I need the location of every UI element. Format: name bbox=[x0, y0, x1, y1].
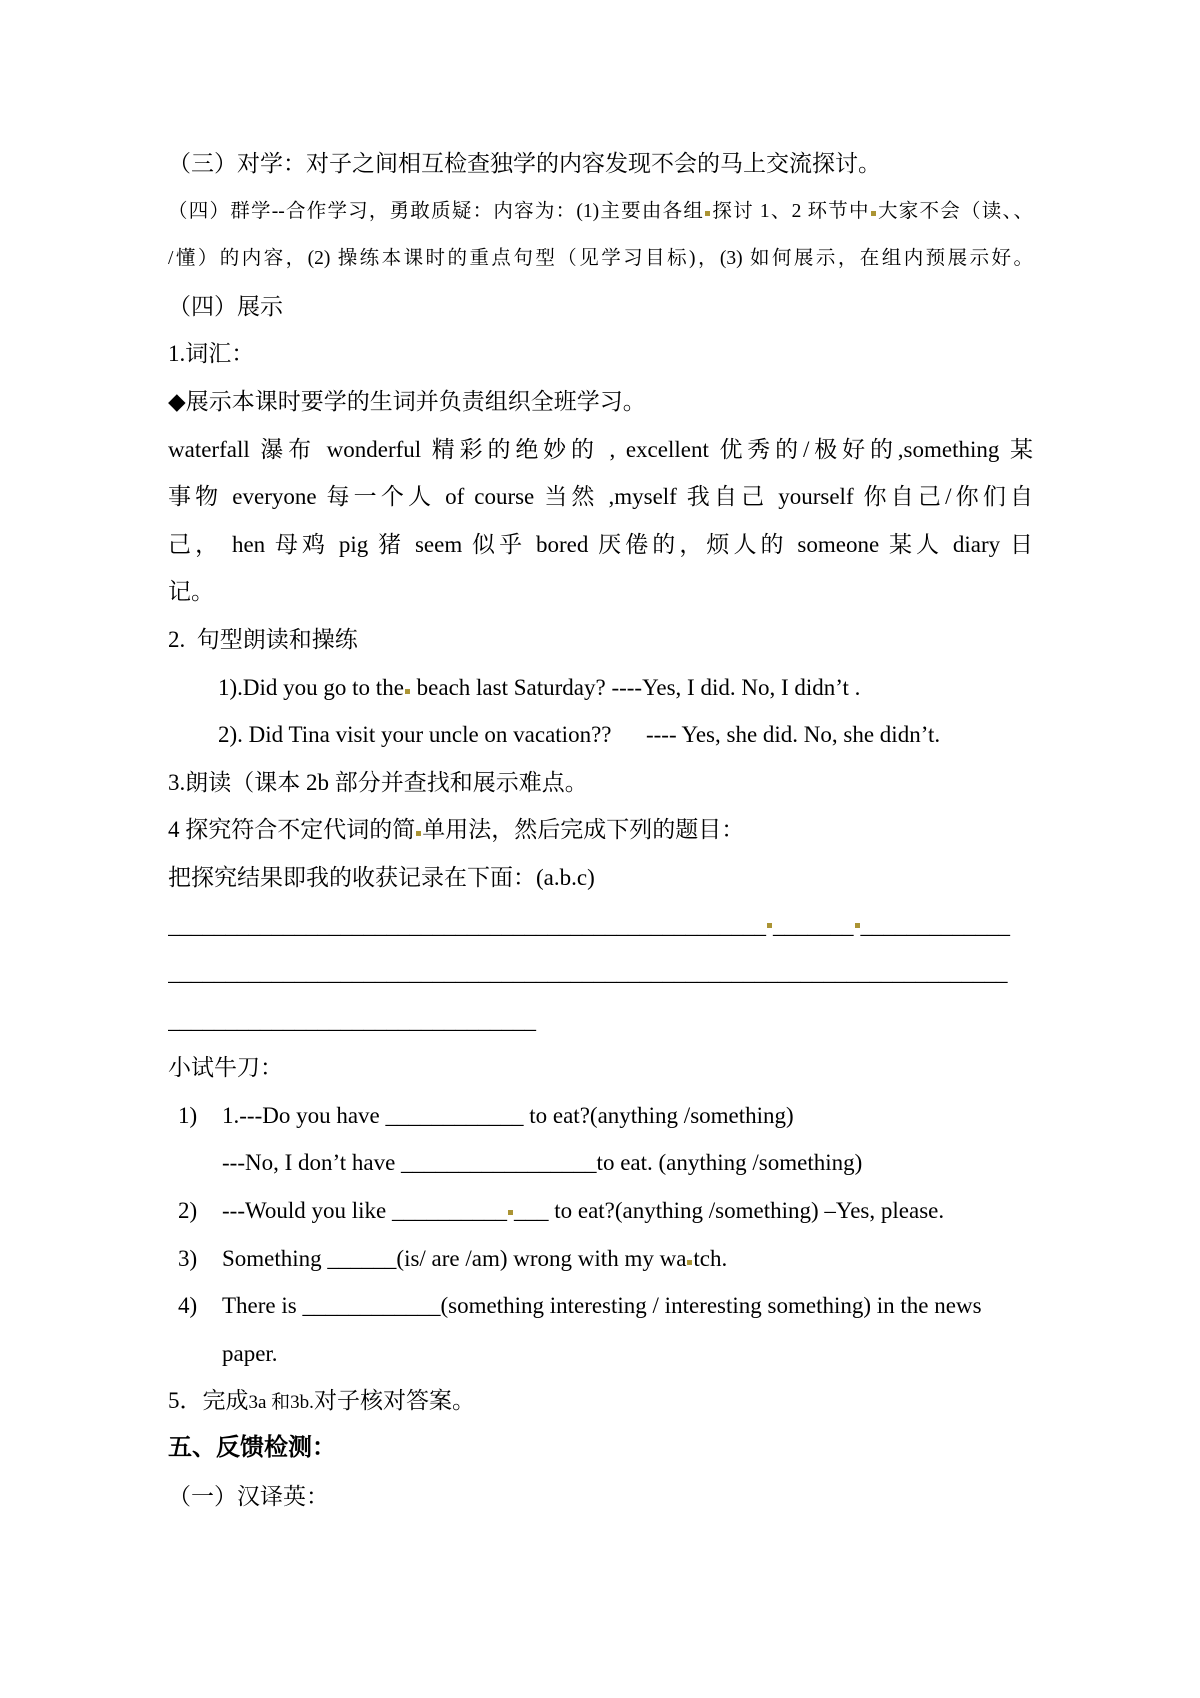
sentence-1-b: beach last Saturday? ----Yes, I did. No, I didn’t . bbox=[410, 674, 861, 700]
vocab-line-1 bbox=[168, 426, 1033, 474]
item-3-text-a: Something ______(is/ are /am) wrong with my wa bbox=[222, 1245, 687, 1271]
record-text: 把探究结果即我的收获记录在下面：(a.b.c) bbox=[168, 864, 595, 890]
pattern-sentence-1 bbox=[168, 664, 1033, 712]
vocab-line-4-text: 记。 bbox=[168, 579, 214, 605]
practice-item-4 bbox=[168, 1282, 1033, 1330]
blank-1-seg-a: ____________________________________________________ bbox=[168, 912, 766, 938]
reading-text: 3.朗读（课本 2b 部分并查找和展示难点。 bbox=[168, 769, 588, 795]
practice-check bbox=[168, 1377, 1033, 1425]
blank-line-1 bbox=[168, 902, 1033, 950]
item-1-text: 1.---Do you have ____________ to eat?(anything /something) bbox=[222, 1102, 794, 1128]
vocab-line-4 bbox=[168, 568, 1033, 616]
blank-2-text: _________________________________________________________________________ bbox=[168, 960, 1008, 986]
practice-item-1 bbox=[168, 1092, 1033, 1140]
practice-heading bbox=[168, 1044, 1033, 1092]
check-text-a: 5．完成 bbox=[168, 1388, 249, 1414]
vocab-note-text: ◆展示本课时要学的生词并负责组织全班学习。 bbox=[168, 388, 646, 414]
gold-speck-icon bbox=[705, 211, 710, 216]
feedback-heading-text: 五、反馈检测： bbox=[168, 1435, 336, 1462]
practice-item-3 bbox=[168, 1235, 1033, 1283]
gold-speck-icon bbox=[416, 831, 421, 836]
gold-speck-icon bbox=[855, 923, 860, 928]
item-4-number: 4) bbox=[178, 1293, 198, 1319]
vocab-heading-text: 1.词汇： bbox=[168, 341, 255, 367]
feedback-heading bbox=[168, 1425, 1033, 1473]
item-4-cont-text: paper. bbox=[222, 1340, 278, 1366]
item-1-answer-text: ---No, I don’t have _________________to eat. (anything /something) bbox=[222, 1150, 863, 1176]
para-duixue bbox=[168, 140, 1033, 188]
para-reading bbox=[168, 759, 1033, 807]
sentence-2-text: 2). Did Tina visit your uncle on vacation?? ---- Yes, she did. No, she didn’t. bbox=[218, 722, 941, 748]
blank-line-2 bbox=[168, 949, 1033, 997]
vocab-line-3 bbox=[168, 521, 1033, 569]
item-1-number: 1) bbox=[178, 1102, 198, 1128]
blank-3-text: ________________________________ bbox=[168, 1007, 536, 1033]
vocab-line-3-text: 己， hen 母鸡 pig 猪 seem 似乎 bored 厌倦的，烦人的 someone 某人 diary 日 bbox=[168, 531, 1033, 557]
item-4-text: There is ____________(something interesting / interesting something) in the news bbox=[222, 1293, 982, 1319]
practice-item-1-answer bbox=[168, 1139, 1033, 1187]
para-qunxue-line1 bbox=[168, 188, 1033, 236]
item-3-number: 3) bbox=[178, 1245, 198, 1271]
para-record bbox=[168, 854, 1033, 902]
feedback-sub bbox=[168, 1473, 1033, 1521]
para-qunxue-line2 bbox=[168, 235, 1033, 283]
practice-item-4-cont bbox=[168, 1330, 1033, 1378]
gold-speck-icon bbox=[405, 689, 410, 694]
item-2-text-b: ___ to eat?(anything /something) –Yes, please. bbox=[513, 1198, 945, 1224]
qunxue-text-c: 大家不会（读、、 bbox=[876, 200, 1033, 222]
item-2-text-a: ---Would you like __________ bbox=[222, 1198, 507, 1224]
gold-speck-icon bbox=[508, 1210, 513, 1215]
pattern-sentence-2 bbox=[168, 711, 1033, 759]
zhanshi-text: （四）展示 bbox=[168, 293, 283, 319]
qunxue-text-a: （四）群学--合作学习，勇敢质疑：内容为：(1)主要由各组 bbox=[168, 200, 705, 222]
blank-1-seg-b: _______ bbox=[773, 912, 854, 938]
qunxue-line2-text: /懂）的内容，(2) 操练本课时的重点句型（见学习目标)，(3) 如何展示，在组内预展示好。 bbox=[168, 248, 1033, 270]
practice-heading-text: 小试牛刀： bbox=[168, 1055, 283, 1081]
vocab-note bbox=[168, 378, 1033, 426]
blank-line-3 bbox=[168, 997, 1033, 1045]
gold-speck-icon bbox=[687, 1260, 692, 1265]
feedback-sub-text: （一）汉译英： bbox=[168, 1483, 329, 1509]
blank-1-seg-c: _____________ bbox=[860, 912, 1010, 938]
gold-speck-icon bbox=[871, 211, 876, 216]
gold-speck-icon bbox=[767, 923, 772, 928]
item-3-text-b: tch. bbox=[693, 1245, 728, 1271]
item-2-number: 2) bbox=[178, 1198, 198, 1224]
practice-item-2 bbox=[168, 1187, 1033, 1235]
sentence-1-a: 1).Did you go to the bbox=[218, 674, 404, 700]
para-duixue-text: （三）对学：对子之间相互检查独学的内容发现不会的马上交流探讨。 bbox=[168, 151, 881, 176]
explore-text-a: 4 探究符合不定代词的简 bbox=[168, 817, 416, 843]
vocab-line-2 bbox=[168, 473, 1033, 521]
explore-text-b: 单用法，然后完成下列的题目： bbox=[422, 817, 745, 843]
qunxue-text-b: 探讨 1、2 环节中 bbox=[711, 200, 870, 222]
vocab-line-1-text: waterfall 瀑布 wonderful 精彩的绝妙的 , excellent 优秀的/极好的,something 某 bbox=[168, 436, 1033, 462]
patterns-heading bbox=[168, 616, 1033, 664]
para-zhanshi bbox=[168, 283, 1033, 331]
patterns-heading-text: 2. 句型朗读和操练 bbox=[168, 626, 358, 652]
vocab-line-2-text: 事物 everyone 每一个人 of course 当然 ,myself 我自己 yourself 你自己/你们自 bbox=[168, 484, 1033, 510]
para-explore bbox=[168, 806, 1033, 854]
check-text-b: 3a 和3b. bbox=[248, 1392, 314, 1414]
check-text-c: 对子核对答案。 bbox=[313, 1388, 475, 1414]
vocab-heading bbox=[168, 330, 1033, 378]
